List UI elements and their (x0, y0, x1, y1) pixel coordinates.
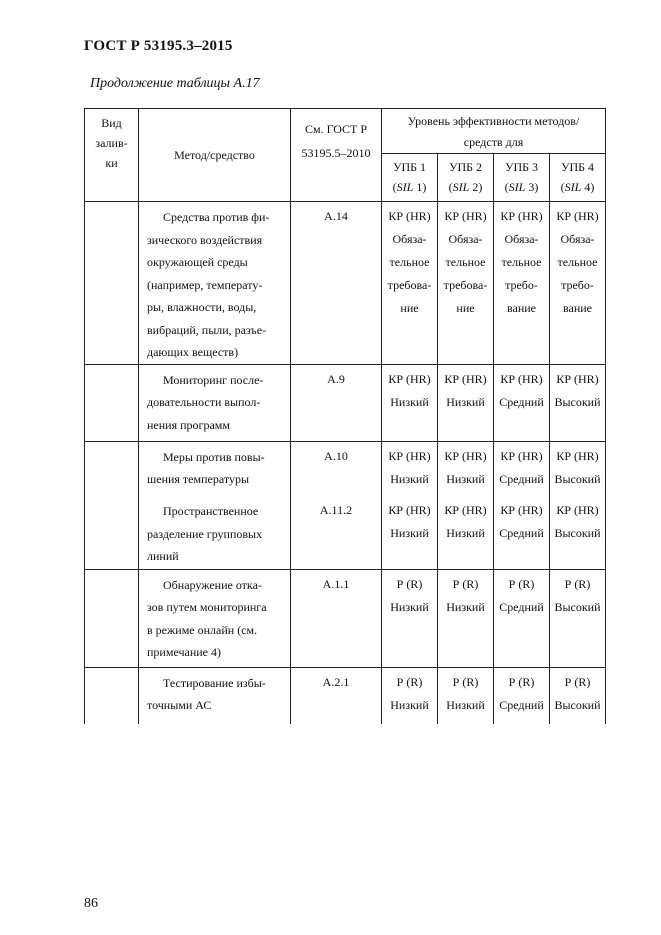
level-cell: Р (R) Высокий (550, 569, 606, 667)
level-cell: Р (R) Низкий (438, 667, 494, 724)
table-row (85, 667, 606, 724)
header-vid: Вид залив-ки (85, 109, 139, 202)
method-cell: Пространственное разделение групповых линий (139, 496, 291, 569)
level-cell: КР (HR) Обяза- тельное требо- вание (550, 202, 606, 365)
header-upb-1: УПБ 1 (SIL 1) (382, 154, 438, 202)
level-cell: Р (R) Высокий (550, 667, 606, 724)
vid-cell (85, 441, 139, 496)
level-cell: КР (HR) Средний (494, 364, 550, 441)
level-cell: КР (HR) Низкий (438, 441, 494, 496)
level-cell: КР (HR) Низкий (438, 496, 494, 569)
level-cell: Р (R) Низкий (382, 667, 438, 724)
header-upb-3: УПБ 3 (SIL 3) (494, 154, 550, 202)
level-cell: КР (HR) Низкий (382, 496, 438, 569)
level-cell: КР (HR) Средний (494, 441, 550, 496)
method-cell: Меры против повы- шения температуры (139, 441, 291, 496)
table-row (85, 202, 606, 365)
method-cell: Средства против фи- зического воздействия окружающей среды (например, температу- ры, влажности, воды, вибраций, пыли, разъе- дающих веществ) (139, 202, 291, 365)
ref-cell: А.2.1 (291, 667, 382, 724)
header-upb-4: УПБ 4 (SIL 4) (550, 154, 606, 202)
level-cell: Р (R) Низкий (438, 569, 494, 667)
level-cell: КР (HR) Высокий (550, 364, 606, 441)
table-row (85, 569, 606, 667)
level-cell: КР (HR) Обяза- тельное требова- ние (382, 202, 438, 365)
method-cell: Мониторинг после- довательности выпол- нения программ (139, 364, 291, 441)
level-cell: КР (HR) Низкий (438, 364, 494, 441)
level-cell: Р (R) Средний (494, 667, 550, 724)
level-cell: КР (HR) Низкий (382, 364, 438, 441)
document-header: ГОСТ Р 53195.3–2015 (84, 38, 233, 54)
table-row (85, 364, 606, 441)
ref-cell: А.11.2 (291, 496, 382, 569)
ref-cell: А.10 (291, 441, 382, 496)
level-cell: КР (HR) Высокий (550, 496, 606, 569)
method-cell: Обнаружение отка- зов путем мониторинга в режиме онлайн (см. примечание 4) (139, 569, 291, 667)
vid-cell (85, 569, 139, 667)
level-cell: КР (HR) Низкий (382, 441, 438, 496)
table-row (85, 496, 606, 569)
ref-cell: А.9 (291, 364, 382, 441)
methods-table (84, 108, 606, 724)
header-upb-2: УПБ 2 (SIL 2) (438, 154, 494, 202)
vid-cell (85, 364, 139, 441)
header-method: Метод/средство (139, 109, 291, 202)
level-cell: Р (R) Низкий (382, 569, 438, 667)
vid-cell (85, 667, 139, 724)
ref-cell: А.14 (291, 202, 382, 365)
ref-cell: А.1.1 (291, 569, 382, 667)
level-cell: КР (HR) Обяза- тельное требо- вание (494, 202, 550, 365)
header-ref: См. ГОСТ Р 53195.5–2010 (291, 109, 382, 202)
level-cell: Р (R) Средний (494, 569, 550, 667)
method-cell: Тестирование избы- точными АС (139, 667, 291, 724)
header-level: Уровень эффективности методов/средств для (382, 109, 606, 154)
table-caption: Продолжение таблицы А.17 (90, 76, 260, 91)
table-row (85, 441, 606, 496)
level-cell: КР (HR) Средний (494, 496, 550, 569)
vid-cell (85, 202, 139, 365)
level-cell: КР (HR) Высокий (550, 441, 606, 496)
level-cell: КР (HR) Обяза- тельное требова- ние (438, 202, 494, 365)
vid-cell (85, 496, 139, 569)
page-number: 86 (84, 896, 98, 911)
